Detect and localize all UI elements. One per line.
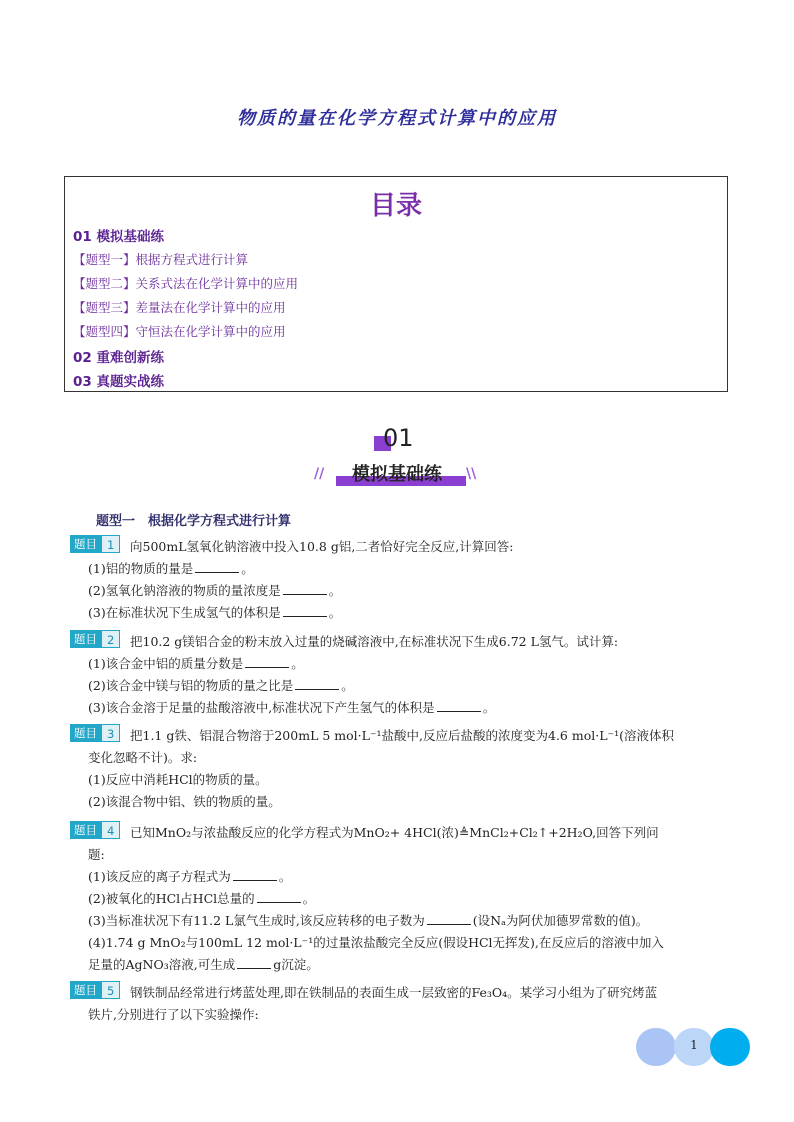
toc-item: 【题型二】关系式法在化学计算中的应用 [73, 276, 299, 291]
page-number: 1 [690, 1038, 698, 1052]
toc-item: 【题型一】根据方程式进行计算 [73, 252, 249, 267]
question-badge: 题目 2 [70, 630, 120, 648]
question-badge: 题目 5 [70, 981, 120, 999]
question-item: (1)铝的物质的量是 。 [88, 561, 254, 576]
question-item: (2)该混合物中铝、铁的物质的量。 [88, 794, 281, 809]
question-item: (3)该合金溶于足量的盐酸溶液中,标准状况下产生氢气的体积是 。 [88, 700, 496, 715]
question-text: 已知MnO₂与浓盐酸反应的化学方程式为MnO₂+ 4HCl(浓)≜MnCl₂+Cl₂↑+2H₂O,回答下列问 [130, 825, 659, 840]
question-item: (1)该合金中铝的质量分数是 。 [88, 656, 304, 671]
page-decoration-circle [636, 1028, 676, 1066]
question-item: 足量的AgNO₃溶液,可生成 g沉淀。 [88, 957, 319, 972]
question-item: (3)当标准状况下有11.2 L氯气生成时,该反应转移的电子数为 (设Nₐ为阿伏加德罗常数的值)。 [88, 913, 649, 928]
toc-item: 03 真题实战练 [73, 374, 164, 390]
question-text: 把1.1 g铁、铝混合物溶于200mL 5 mol·L⁻¹盐酸中,反应后盐酸的浓度变为4.6 mol·L⁻¹(溶液体积 [130, 728, 674, 743]
type-heading: 题型一 根据化学方程式进行计算 [96, 514, 292, 529]
section-number: 01 [383, 424, 414, 452]
question-item: (1)反应中消耗HCl的物质的量。 [88, 772, 268, 787]
banner-left-slash-icon: // [314, 466, 325, 482]
section-banner [330, 458, 464, 488]
question-text: 向500mL氢氧化钠溶液中投入10.8 g铝,二者恰好完全反应,计算回答: [130, 539, 514, 554]
question-item: (1)该反应的离子方程式为 。 [88, 869, 292, 884]
page-title: 物质的量在化学方程式计算中的应用 [237, 108, 557, 129]
toc-item: 01 模拟基础练 [73, 229, 164, 245]
question-text: 铁片,分别进行了以下实验操作: [88, 1007, 259, 1022]
question-item: (3)在标准状况下生成氢气的体积是 。 [88, 605, 342, 620]
banner-right-slash-icon: \\ [466, 466, 477, 482]
question-text: 把10.2 g镁铝合金的粉末放入过量的烧碱溶液中,在标准状况下生成6.72 L氢气。试计算: [130, 634, 619, 649]
question-item: (2)氢氧化钠溶液的物质的量浓度是 。 [88, 583, 342, 598]
page-decoration-circle [710, 1028, 750, 1066]
table-of-contents [64, 176, 728, 392]
toc-item: 【题型四】守恒法在化学计算中的应用 [73, 324, 286, 339]
toc-heading: 目录 [369, 191, 422, 221]
toc-item: 02 重难创新练 [73, 350, 164, 366]
question-badge: 题目 1 [70, 535, 120, 553]
section-name: 模拟基础练 [352, 464, 442, 485]
toc-item: 【题型三】差量法在化学计算中的应用 [73, 300, 286, 315]
question-text: 钢铁制品经常进行烤蓝处理,即在铁制品的表面生成一层致密的Fe₃O₄。某学习小组为了研究烤蓝 [130, 985, 658, 1000]
question-item: (2)该合金中镁与铝的物质的量之比是 。 [88, 678, 354, 693]
question-item: (4)1.74 g MnO₂与100mL 12 mol·L⁻¹的过量浓盐酸完全反应(假设HCl无挥发),在反应后的溶液中加入 [88, 935, 664, 950]
question-badge: 题目 4 [70, 821, 120, 839]
question-item: (2)被氧化的HCl占HCl总量的 。 [88, 891, 316, 906]
question-text: 变化忽略不计)。求: [88, 750, 198, 765]
question-badge: 题目 3 [70, 724, 120, 742]
question-text: 题: [88, 847, 105, 862]
